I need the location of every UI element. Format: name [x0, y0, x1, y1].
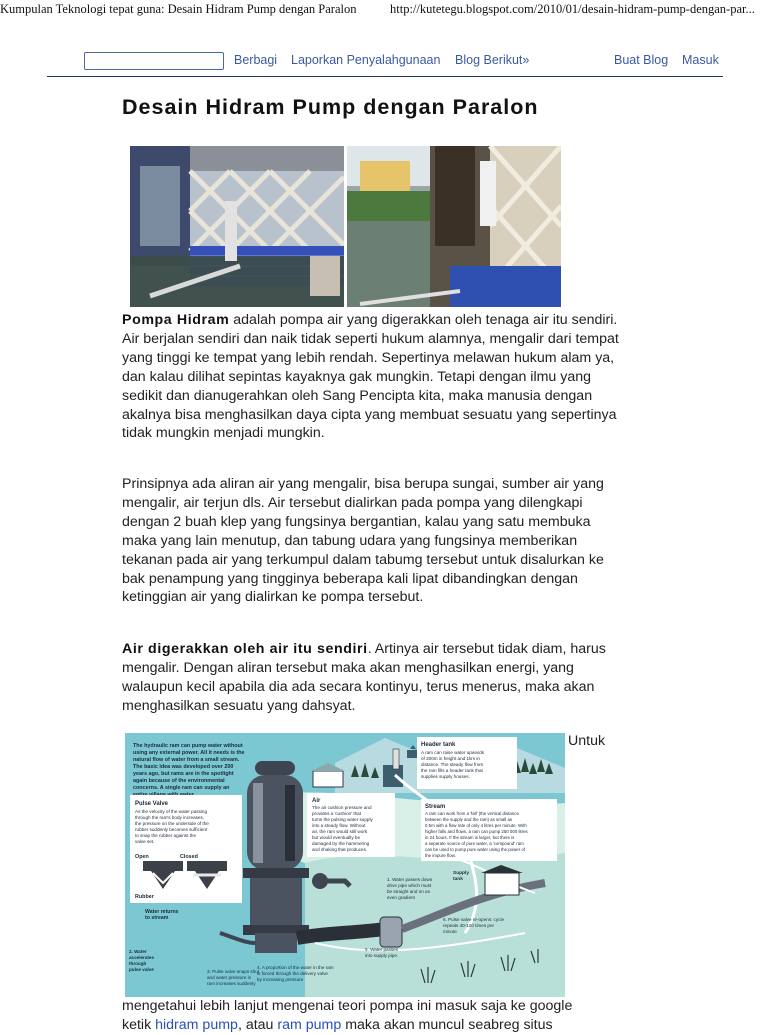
svg-text:the ram fills a header tank th: the ram fills a header tank that	[421, 768, 483, 773]
svg-text:The basic idea was developed o: The basic idea was developed over 200	[133, 764, 234, 770]
svg-text:repeats 40-120 times per: repeats 40-120 times per	[443, 923, 495, 928]
svg-text:A ram can work from a 'fall' (: A ram can work from a 'fall' (the vertical distance	[425, 811, 519, 816]
svg-text:2. Water: 2. Water	[129, 949, 147, 954]
svg-text:ram increases suddenly: ram increases suddenly	[207, 981, 256, 986]
svg-text:but would eventually be: but would eventually be	[312, 835, 361, 840]
svg-text:1. Water passes down: 1. Water passes down	[387, 877, 433, 882]
svg-text:of 200m in height and 1km in: of 200m in height and 1km in	[421, 756, 480, 761]
link-ram-pump[interactable]: ram pump	[277, 1016, 342, 1033]
hydram-infographic	[125, 733, 565, 997]
svg-text:even gradient: even gradient	[387, 895, 415, 900]
svg-text:to snap the rubber against the: to snap the rubber against the	[135, 833, 197, 838]
svg-text:through: through	[129, 961, 147, 966]
svg-text:air, the ram would still work: air, the ram would still work	[312, 829, 368, 834]
svg-text:Header tank: Header tank	[421, 742, 456, 748]
paragraph-more-info: mengetahui lebih lanjut mengenai teori pompa ini masuk saja ke google ketik hidram pump, atau ram pump maka akan muncul seabreg situs	[122, 998, 573, 1033]
wrap-text-untuk: Untuk	[568, 733, 606, 749]
link-hidram-pump[interactable]: hidram pump	[155, 1016, 238, 1033]
svg-text:minute: minute	[443, 929, 457, 934]
svg-text:drive pipe which must: drive pipe which must	[387, 883, 432, 888]
svg-text:rubber suddenly becomes suffic: rubber suddenly becomes sufficient	[135, 827, 208, 832]
svg-text:tank: tank	[453, 877, 463, 882]
svg-text:in 24 hours. If the stream is: in 24 hours. If the stream is larger, but there is	[425, 835, 515, 840]
svg-text:Rubber: Rubber	[135, 894, 154, 900]
svg-text:the impure flow.: the impure flow.	[425, 853, 456, 858]
post-title: Desain Hidram Pump dengan Paralon	[122, 95, 539, 119]
svg-text:again because of the environme: again because of the environmental	[133, 778, 225, 784]
svg-text:damaged by the hammering: damaged by the hammering	[312, 841, 370, 846]
svg-text:The hydraulic ram can pump wat: The hydraulic ram can pump water without	[133, 743, 243, 749]
print-header-title: Kumpulan Teknologi tepat guna: Desain Hidram Pump dengan Paralon	[0, 2, 357, 16]
print-header-url: http://kutetegu.blogspot.com/2010/01/desain-hidram-pump-dengan-par...	[390, 2, 755, 16]
svg-text:pulse valve: pulse valve	[129, 967, 154, 972]
svg-text:can be used to pump pure water: can be used to pump pure water using the power of	[425, 847, 526, 852]
svg-text:Pulse Valve: Pulse Valve	[135, 801, 169, 807]
svg-text:through the ram's body increas: through the ram's body increases,	[135, 815, 205, 820]
svg-text:Open: Open	[135, 854, 149, 860]
share-link[interactable]: Berbagi	[234, 53, 278, 67]
sign-in-link[interactable]: Masuk	[682, 53, 719, 67]
svg-text:years ago, but rams are in the: years ago, but rams are in the spotlight	[133, 771, 234, 777]
svg-text:and water pressure in: and water pressure in	[207, 975, 252, 980]
svg-text:into supply pipe.: into supply pipe.	[365, 953, 399, 958]
intro-caption	[133, 743, 245, 798]
svg-text:Closed: Closed	[180, 854, 198, 860]
svg-text:supplies supply houses.: supplies supply houses.	[421, 774, 470, 779]
term-pompa-hidram: Pompa Hidram	[122, 312, 230, 328]
svg-text:A ram can raise water upwards: A ram can raise water upwards	[421, 750, 485, 755]
svg-text:3. Pulse valve snaps shut: 3. Pulse valve snaps shut	[207, 969, 260, 974]
svg-text:4. A proportion of the water i: 4. A proportion of the water in the ram	[257, 965, 334, 970]
report-abuse-link[interactable]: Laporkan Penyalahgunaan	[291, 53, 441, 67]
air-panel	[312, 798, 373, 852]
svg-text:turns the pulsing water supply: turns the pulsing water supply	[312, 817, 373, 822]
svg-text:concerns. A single ram can sup: concerns. A single ram can supply an	[133, 785, 230, 791]
svg-text:between the supply and the ram: between the supply and the ram) as small as	[425, 817, 513, 822]
svg-text:by increasing pressure: by increasing pressure	[257, 977, 304, 982]
svg-text:into a steady flow. Without: into a steady flow. Without	[312, 823, 366, 828]
svg-text:accelerates: accelerates	[129, 955, 155, 960]
search-input[interactable]	[84, 52, 224, 70]
print-header	[0, 0, 768, 20]
stream-panel	[425, 804, 529, 858]
svg-text:to stream: to stream	[145, 915, 169, 921]
svg-text:0.5m with a flow rate of only: 0.5m with a flow rate of only 4 litres per minute. With	[425, 823, 527, 828]
svg-text:As the velocity of the water p: As the velocity of the water passing	[135, 809, 208, 814]
svg-text:The air cushion pressure and: The air cushion pressure and	[312, 805, 372, 810]
svg-text:Air: Air	[312, 798, 321, 804]
svg-text:Supply: Supply	[453, 871, 469, 876]
svg-text:Water returns: Water returns	[145, 909, 179, 915]
hydram-photos	[130, 146, 561, 307]
svg-text:be straight and on an: be straight and on an	[387, 889, 431, 894]
svg-text:valve set.: valve set.	[135, 839, 155, 844]
paragraph-principle: Prinsipnya ada aliran air yang mengalir, bisa berupa sungai, sumber air yang mengalir, air terjun dls. Air tersebut dialirkan pada pompa yang dilengkapi dengan 2 buah klep yang fungsinya bergantian, kalau yang satu membuka maka yang lain menutup, dan tabung udara yang fungsinya memberikan tekanan pada air yang terkumpul dalam tabumg tersebut untuk disalurkan ke bak penampung yang tingginya beberapa kali lipat dibandingkan dengan ketinggian air yang dialirkan ke pompa tersebut.	[122, 476, 604, 606]
paragraph-self-driven: Air digerakkan oleh air itu sendiri. Artinya air tersebut tidak diam, harus mengalir. Dengan aliran tersebut maka akan menghasilkan energi, yang walaupun kecil apabila dia ada secara kontinyu, terus menerus, maka akan menghasilkan sesuatu yang dahsyat.	[122, 641, 606, 714]
svg-text:Stream: Stream	[425, 804, 446, 810]
svg-text:and shaking that produces.: and shaking that produces.	[312, 847, 368, 852]
svg-text:is forced through the delivery: is forced through the delivery valve	[257, 971, 328, 976]
svg-text:using any external power. All: using any external power. All it needs is the	[133, 750, 245, 756]
svg-text:natural flow of water from a s: natural flow of water from a small stream.	[133, 757, 240, 763]
svg-text:a separate source of pure wate: a separate source of pure water, a 'compound' ram	[425, 841, 524, 846]
svg-text:the pressure on the underside: the pressure on the underside of the	[135, 821, 209, 826]
paragraph-intro: Pompa Hidram adalah pompa air yang digerakkan oleh tenaga air itu sendiri. Air berjalan sendiri dan naik tidak seperti hukum alamnya, mengalir dari tempat yang tinggi ke tempat yang lebih rendah. Sepertinya melawan hukum alam ya, dan kalau dilihat sepintas kayaknya gak mungkin. Tetapi dengan ilmu yang sedikit dan dianugerahkan oleh Sang Pencipta kita, maka manusia dengan akalnya bisa menghasilkan daya cipta yang membuat sesuatu yang sepertinya tidak mungkin menjadi mungkin.	[122, 312, 619, 442]
term-air-digerakkan: Air digerakkan oleh air itu sendiri	[122, 641, 368, 657]
create-blog-link[interactable]: Buat Blog	[614, 53, 669, 67]
svg-text:provides a 'cushion' that: provides a 'cushion' that	[312, 811, 361, 816]
next-blog-link[interactable]: Blog Berikut»	[455, 53, 530, 67]
svg-text:higher falls and flows, a ram: higher falls and flows, a ram can pump 250 000 litres	[425, 829, 528, 834]
svg-text:5. Water passes: 5. Water passes	[365, 947, 399, 952]
svg-text:6. Pulse valve re-opens: cycle: 6. Pulse valve re-opens: cycle	[443, 917, 505, 922]
svg-text:distance. The steady flow from: distance. The steady flow from	[421, 762, 484, 767]
blogger-navbar	[47, 46, 723, 77]
